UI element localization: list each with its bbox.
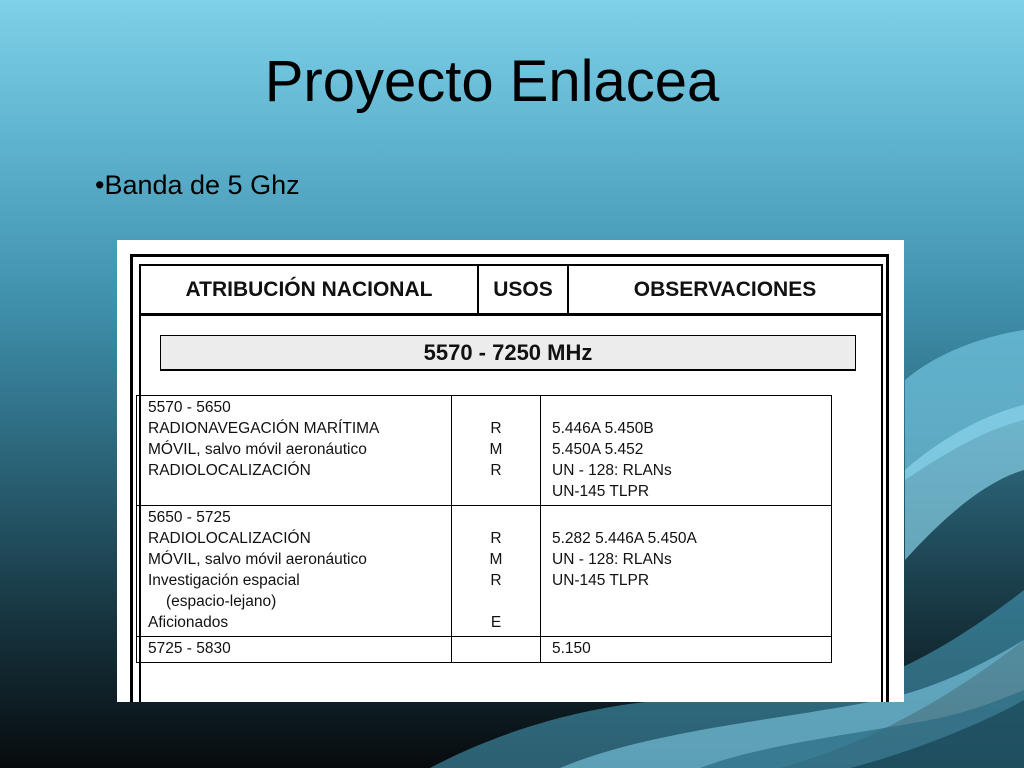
atribucion-cell	[137, 396, 452, 506]
range-label: 5650 - 5725	[148, 509, 231, 526]
uso-code: R	[490, 420, 502, 437]
observacion-line: UN - 128: RLANs	[552, 551, 672, 568]
header-usos: USOS	[479, 266, 569, 313]
uso-code: M	[489, 551, 503, 568]
usos-cell	[452, 396, 541, 506]
service-line: MÓVIL, salvo móvil aeronáutico	[148, 441, 367, 458]
service-line: Aficionados	[148, 614, 229, 631]
observaciones-cell	[541, 637, 832, 663]
observacion-line: UN - 128: RLANs	[552, 462, 672, 479]
frequency-band-title: 5570 - 7250 MHz	[160, 335, 856, 371]
range-label: 5570 - 5650	[148, 399, 231, 416]
allocation-table	[136, 395, 832, 663]
service-line: RADIOLOCALIZACIÓN	[148, 462, 311, 479]
observacion-line: 5.450A 5.452	[552, 441, 644, 458]
observacion-line: 5.282 5.446A 5.450A	[552, 530, 697, 547]
uso-code: R	[490, 572, 502, 589]
service-line: Investigación espacial	[148, 572, 300, 589]
observacion-line: 5.446A 5.450B	[552, 420, 654, 437]
service-line: RADIONAVEGACIÓN MARÍTIMA	[148, 420, 380, 437]
service-line: MÓVIL, salvo móvil aeronáutico	[148, 551, 367, 568]
usos-cell	[452, 637, 541, 663]
atribucion-cell	[137, 637, 452, 663]
observaciones-cell	[541, 506, 832, 637]
usos-cell	[452, 506, 541, 637]
uso-code: E	[490, 614, 502, 631]
range-label: 5725 - 5830	[148, 640, 231, 657]
uso-code: R	[490, 530, 502, 547]
observacion-line: UN-145 TLPR	[552, 483, 650, 500]
header-atribucion: ATRIBUCIÓN NACIONAL	[141, 266, 479, 313]
document-image	[117, 240, 904, 702]
atribucion-cell	[137, 506, 452, 637]
slide-title: Proyecto Enlacea	[264, 49, 720, 114]
bullet-text: •Banda de 5 Ghz	[95, 170, 300, 200]
observacion-line: UN-145 TLPR	[552, 572, 650, 589]
table-row	[137, 637, 832, 663]
table-row	[137, 396, 832, 506]
table-header	[141, 266, 881, 316]
uso-code: R	[490, 462, 502, 479]
uso-code: M	[489, 441, 503, 458]
observacion-line: 5.150	[552, 640, 591, 657]
service-line: (espacio-lejano)	[166, 593, 277, 610]
table-row	[137, 506, 832, 637]
service-line: RADIOLOCALIZACIÓN	[148, 530, 311, 547]
header-observaciones: OBSERVACIONES	[633, 277, 817, 301]
observaciones-cell	[541, 396, 832, 506]
